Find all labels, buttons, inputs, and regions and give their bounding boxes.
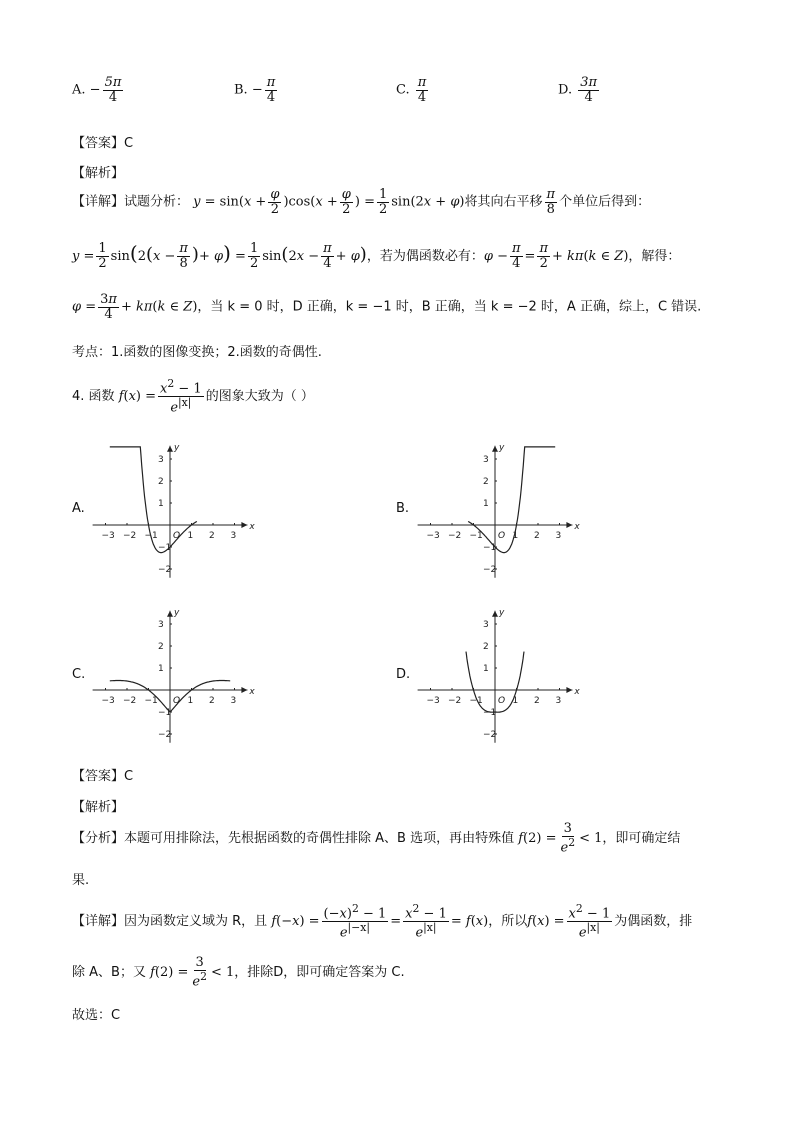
x-tick-label: O xyxy=(173,696,181,706)
y-tick-label: 3 xyxy=(158,620,164,630)
option-a: A. − $\frac{5\pi}{4}$ xyxy=(72,75,122,105)
x-tick-label: 2 xyxy=(534,696,540,706)
x-axis-arrow xyxy=(241,687,247,693)
option-c: C. $\frac{\pi}{4}$ xyxy=(396,75,427,105)
x-axis-arrow xyxy=(241,522,247,528)
y-axis-arrow xyxy=(492,611,498,617)
y-tick-label: −1 xyxy=(158,543,172,553)
x-tick-label: 1 xyxy=(512,696,519,706)
q4-analysis-line1: 【分析】本题可用排除法，先根据函数的奇偶性排除 A、B 选项，再由特殊值 f(2) = $\frac{3}{e^2}$ < 1，即可确定结 xyxy=(72,821,681,855)
x-tick-label: −2 xyxy=(123,696,137,706)
x-axis-label: x xyxy=(574,687,580,697)
y-axis-label: y xyxy=(499,607,505,618)
x-tick-label: 1 xyxy=(512,531,519,541)
graph-label-b: B. xyxy=(396,501,410,516)
q3-detail-line1: 【详解】试题分析： y = sin(x + $\frac{\varphi}{2}$ )cos(x + $\frac{\varphi}{2}$ ) = $\frac{1}{2}$ sin(2x + φ)将其向右平移 $\frac{\pi}{8}$ 个单位后得到： xyxy=(72,187,651,217)
q4-detail-line1: 【详解】因为函数定义域为 R，且 f(−x) = $\frac{(-x)^2 - 1}{e^{|-x|}}$ = $\frac{x^2 - 1}{e^{|x|}}$ = f(x)，所以f(x) = $\frac{x^2 - 1}{e^{|x|}}$ 为偶函数，排 xyxy=(72,902,693,941)
q3-kaodian: 考点：1.函数的图像变换；2.函数的奇偶性. xyxy=(72,345,322,360)
graph-label-a: A. xyxy=(72,501,85,516)
y-axis-label: y xyxy=(174,442,180,453)
x-axis-arrow xyxy=(566,522,572,528)
y-tick-label: 2 xyxy=(158,642,164,652)
y-tick-label: 1 xyxy=(483,499,489,509)
y-tick-label: −2 xyxy=(158,730,172,740)
y-tick-label: 2 xyxy=(483,642,489,652)
x-axis-arrow xyxy=(566,687,572,693)
y-tick-label: 1 xyxy=(158,664,164,674)
q3-answer: 【答案】C xyxy=(72,136,134,151)
y-tick-label: −1 xyxy=(483,543,497,553)
y-tick-label: 1 xyxy=(158,499,164,509)
x-tick-label: 2 xyxy=(209,696,215,706)
x-tick-label: 3 xyxy=(555,696,562,706)
y-axis-label: y xyxy=(174,607,180,618)
q3-detail-line2: y = $\frac{1}{2}$ sin(2(x − $\frac{\pi}{8}$ )+ φ) = $\frac{1}{2}$ sin(2x − $\frac{\pi}{4}$ + φ)，若为偶函数必有：φ − $\frac{\pi}{4}$ = $\frac{\pi}{2}$ + kπ(k ∈ Z)，解得： xyxy=(72,241,681,271)
x-tick-label: 1 xyxy=(187,531,194,541)
q3-analysis-label: 【解析】 xyxy=(72,166,125,181)
x-tick-label: −1 xyxy=(469,531,483,541)
y-tick-label: −1 xyxy=(158,708,172,718)
x-tick-label: O xyxy=(498,531,506,541)
x-tick-label: 3 xyxy=(555,531,562,541)
x-tick-label: 2 xyxy=(209,531,215,541)
x-tick-label: 3 xyxy=(230,531,237,541)
x-tick-label: −3 xyxy=(101,531,115,541)
x-tick-label: −1 xyxy=(469,696,483,706)
y-tick-label: −1 xyxy=(483,708,497,718)
x-tick-label: −1 xyxy=(144,531,158,541)
x-tick-label: −3 xyxy=(426,531,440,541)
y-tick-label: −2 xyxy=(483,565,497,575)
q4-analysis-label: 【解析】 xyxy=(72,800,125,815)
y-tick-label: 3 xyxy=(483,620,489,630)
option-d: D. $\frac{3\pi}{4}$ xyxy=(558,75,598,105)
q4-answer: 【答案】C xyxy=(72,769,134,784)
q4-analysis-line2: 果. xyxy=(72,873,90,888)
y-axis-label: y xyxy=(499,442,505,453)
graph-d xyxy=(415,600,580,750)
graph-a xyxy=(90,435,255,585)
graph-c xyxy=(90,600,255,750)
x-tick-label: 1 xyxy=(187,696,194,706)
y-tick-label: 2 xyxy=(483,477,489,487)
y-tick-label: −2 xyxy=(483,730,497,740)
graph-b xyxy=(415,435,580,585)
q4-detail-line2: 除 A、B；又 f(2) = $\frac{3}{e^2}$ < 1，排除D，即可确定答案为 C. xyxy=(72,955,405,989)
y-axis-arrow xyxy=(492,446,498,452)
q4-conclusion: 故选：C xyxy=(72,1008,121,1023)
x-tick-label: −3 xyxy=(426,696,440,706)
x-axis-label: x xyxy=(249,687,255,697)
y-axis-arrow xyxy=(167,446,173,452)
y-tick-label: −2 xyxy=(158,565,172,575)
x-tick-label: −2 xyxy=(448,531,462,541)
x-tick-label: 3 xyxy=(230,696,237,706)
y-axis-arrow xyxy=(167,611,173,617)
y-tick-label: 2 xyxy=(158,477,164,487)
y-tick-label: 3 xyxy=(483,455,489,465)
x-axis-label: x xyxy=(249,522,255,532)
x-tick-label: O xyxy=(498,696,506,706)
x-tick-label: 2 xyxy=(534,531,540,541)
x-tick-label: −2 xyxy=(123,531,137,541)
x-tick-label: −1 xyxy=(144,696,158,706)
x-tick-label: −3 xyxy=(101,696,115,706)
x-tick-label: O xyxy=(173,531,181,541)
x-axis-label: x xyxy=(574,522,580,532)
y-tick-label: 1 xyxy=(483,664,489,674)
graph-label-d: D. xyxy=(396,667,411,682)
option-b: B. − $\frac{\pi}{4}$ xyxy=(234,75,276,105)
graph-label-c: C. xyxy=(72,667,86,682)
x-tick-label: −2 xyxy=(448,696,462,706)
y-tick-label: 3 xyxy=(158,455,164,465)
q4-stem: 4. 函数 f(x) = $\frac{x^2 - 1}{e^{|x|}}$ 的图象大致为（ ） xyxy=(72,377,314,416)
q3-detail-line3: φ = $\frac{3\pi}{4}$ + kπ(k ∈ Z)，当 k = 0 时，D 正确，k = −1 时，B 正确，当 k = −2 时，A 正确，综上，C 错误. xyxy=(72,292,702,322)
